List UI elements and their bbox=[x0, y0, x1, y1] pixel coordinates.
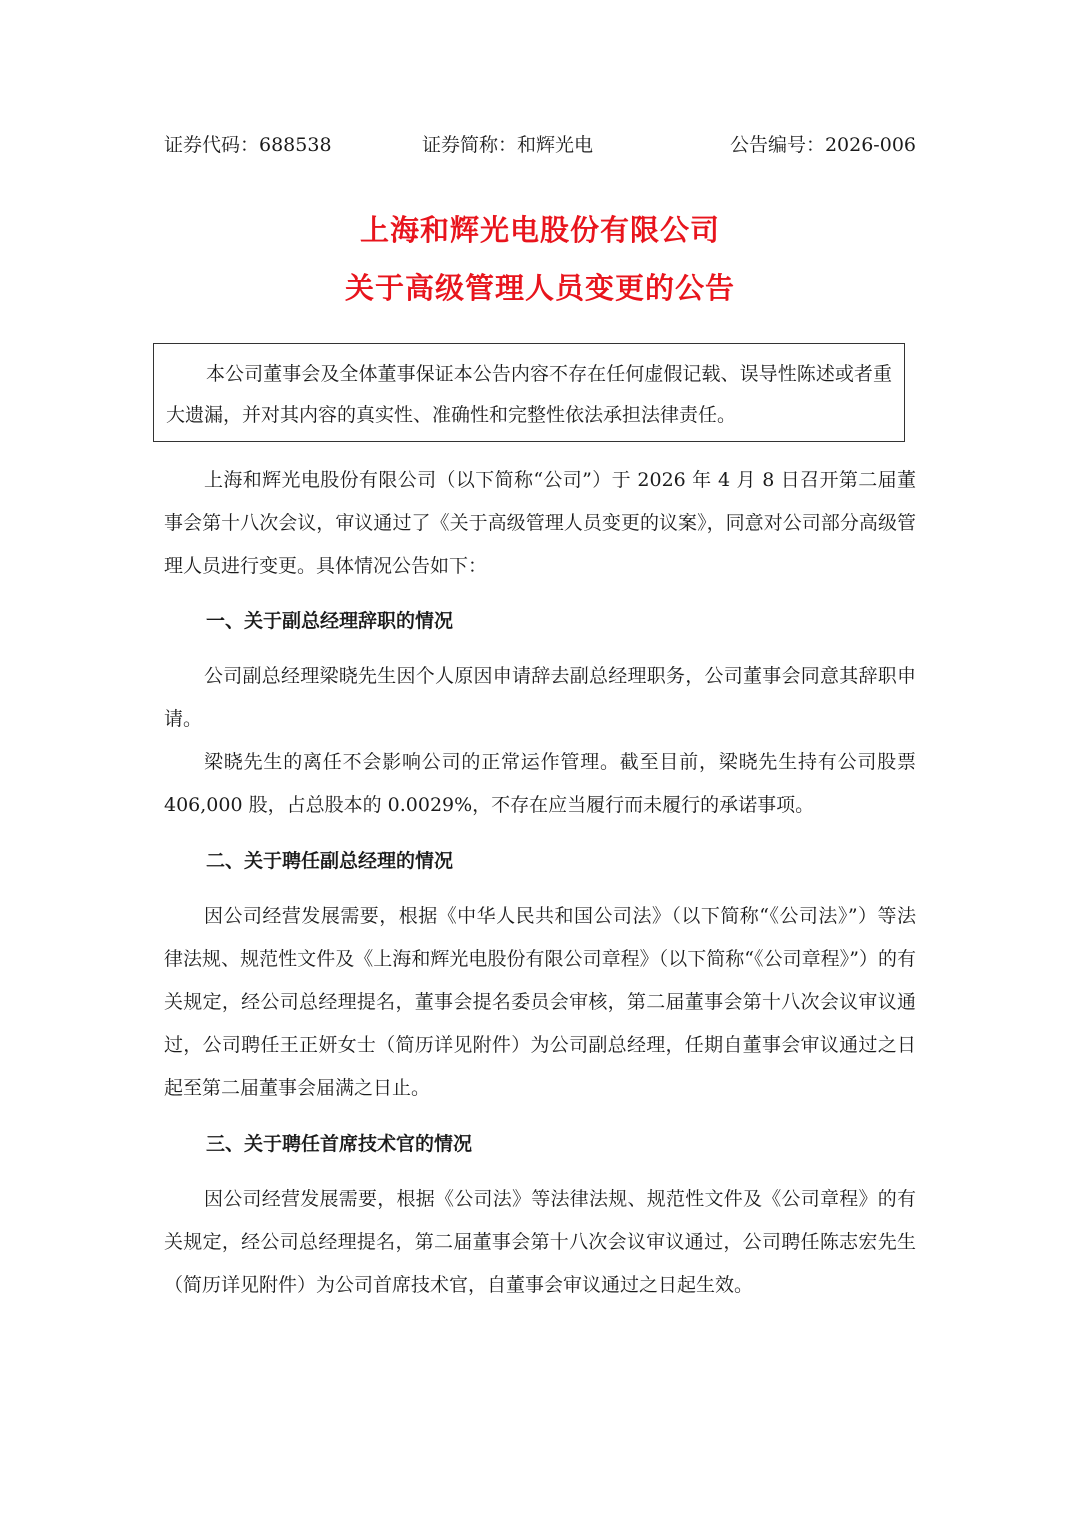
section-2-paragraph-1: 因公司经营发展需要，根据《中华人民共和国公司法》（以下简称“《公司法》”）等法律法规、规范性文件及《上海和辉光电股份有限公司章程》（以下简称“《公司章程》”）的有关规定，经公司总经理提名，董事会提名委员会审核，第二届董事会第十八次会议审议通过，公司聘任王正妍女士（简历详见附件）为公司副总经理，任期自董事会审议通过之日起至第二届董事会届满之日止。 bbox=[164, 905, 916, 1099]
stock-code: 证券代码：688538 bbox=[164, 134, 332, 156]
section-3-paragraph-1: 因公司经营发展需要，根据《公司法》等法律法规、规范性文件及《公司章程》的有关规定，经公司总经理提名，第二届董事会第十八次会议审议通过，公司聘任陈志宏先生（简历详见附件）为公司首席技术官，自董事会审议通过之日起生效。 bbox=[164, 1188, 916, 1296]
section-3-heading: 三、关于聘任首席技术官的情况 bbox=[206, 1133, 473, 1155]
stock-abbreviation: 证券简称：和辉光电 bbox=[422, 134, 594, 156]
section-1-paragraph-1: 公司副总经理梁晓先生因个人原因申请辞去副总经理职务，公司董事会同意其辞职申请。 bbox=[164, 665, 916, 730]
section-1-paragraph-2: 梁晓先生的离任不会影响公司的正常运作管理。截至目前，梁晓先生持有公司股票 406,000 股，占总股本的 0.0029%，不存在应当履行而未履行的承诺事项。 bbox=[164, 751, 916, 816]
board-guarantee-notice: 本公司董事会及全体董事保证本公告内容不存在任何虚假记载、误导性陈述或者重大遗漏，并对其内容的真实性、准确性和完整性依法承担法律责任。 bbox=[153, 343, 905, 442]
title-company: 上海和辉光电股份有限公司 bbox=[359, 213, 720, 247]
announcement-number: 公告编号：2026-006 bbox=[729, 134, 916, 156]
section-1-heading: 一、关于副总经理辞职的情况 bbox=[206, 610, 454, 632]
intro-paragraph: 上海和辉光电股份有限公司（以下简称“公司”）于 2026 年 4 月 8 日召开第二届董事会第十八次会议，审议通过了《关于高级管理人员变更的议案》，同意对公司部分高级管理人员进行变更。具体情况公告如下： bbox=[164, 469, 916, 577]
document-header bbox=[164, 130, 916, 160]
title-subject: 关于高级管理人员变更的公告 bbox=[344, 271, 735, 305]
section-2-heading: 二、关于聘任副总经理的情况 bbox=[206, 850, 454, 872]
